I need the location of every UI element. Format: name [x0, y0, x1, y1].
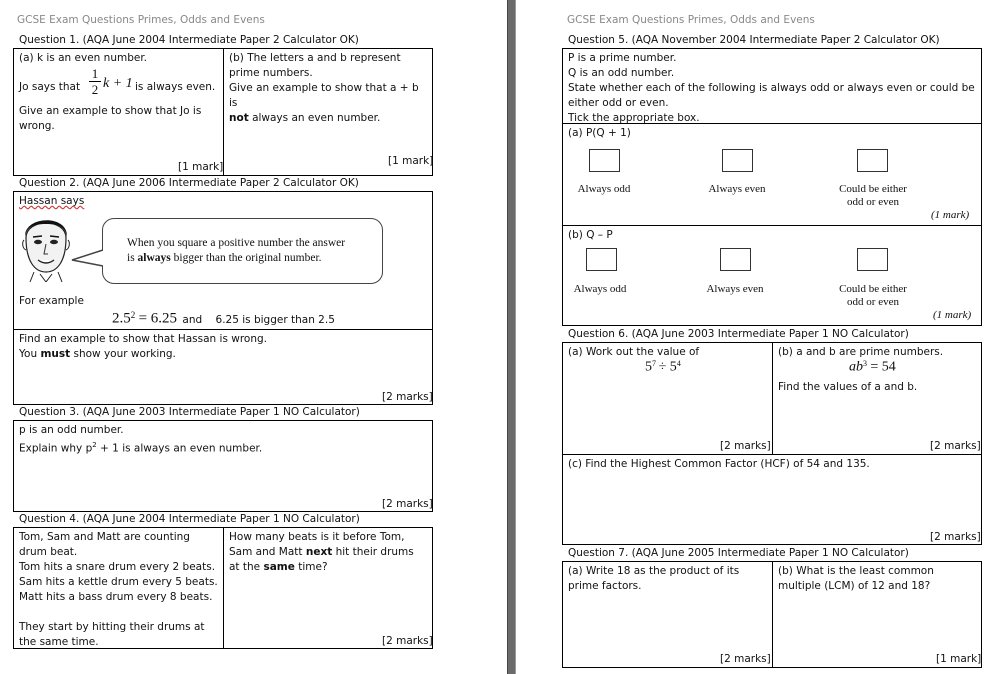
bubble-pre: is — [127, 252, 135, 264]
q4-left-l4: Matt hits a bass drum every 8 beats. — [19, 591, 213, 603]
q2-must: must — [40, 348, 71, 360]
q5b-opt-either — [813, 283, 933, 309]
q2-title: Question 2. (AQA June 2006 Intermediate Paper 2 Calculator OK) — [19, 177, 359, 189]
q6b-label: (b) a and b are prime numbers. — [778, 346, 944, 358]
q1b-not: not — [229, 112, 249, 124]
bubble-line1: When you square a positive number the answer — [127, 237, 346, 249]
q5-intro — [563, 49, 981, 128]
q4-right-cell — [224, 528, 432, 577]
q6a-label: (a) Work out the value of — [568, 346, 700, 358]
right-page-header: GCSE Exam Questions Primes, Odds and Evens — [567, 14, 815, 26]
q2-you: You — [19, 348, 38, 360]
q6b-eq: = 54 — [870, 359, 896, 375]
q6a-mark: [2 marks] — [720, 440, 771, 452]
q3-title: Question 3. (AQA June 2003 Intermediate Paper 1 NO Calculator) — [19, 406, 360, 418]
q4-left-l5: They start by hitting their drums at the same time. — [19, 621, 205, 648]
q5a-opt-either-1: Could be either — [839, 183, 907, 195]
q7a-label: (a) Write 18 as the product of its prime factors. — [568, 565, 740, 592]
q5a-always-even-checkbox[interactable] — [722, 149, 753, 172]
q3-explain-exp: 2 — [92, 441, 97, 449]
q5b-opt-either-2: odd or even — [847, 296, 899, 308]
q5-l1: P is a prime number. — [568, 52, 677, 64]
q5-sep-2 — [562, 225, 982, 226]
q1a-give: Give an example to show that Jo is wrong. — [19, 105, 202, 132]
q6c-label: (c) Find the Highest Common Factor (HCF) of 54 and 135. — [568, 458, 870, 470]
q4-right-same: same — [263, 561, 295, 573]
q5b-always-odd-checkbox[interactable] — [586, 248, 617, 271]
q6a-b1: 5 — [645, 359, 652, 375]
q5-l4: Tick the appropriate box. — [568, 112, 700, 124]
q2-example-tail: 6.25 is bigger than 2.5 — [215, 313, 335, 326]
q1b-line3 — [229, 111, 427, 126]
q1a-line1: (a) k is an even number. — [19, 52, 148, 64]
q2-find-text: Find an example to show that Hassan is wrong. — [19, 333, 268, 345]
q2-find — [19, 332, 419, 347]
q2-for-example: For example — [19, 295, 84, 307]
q6a-div: ÷ 5 — [658, 359, 677, 375]
q4-left-l2: Tom hits a snare drum every 2 beats. — [19, 561, 216, 573]
q1b-cell — [224, 49, 432, 128]
q3-line1: p is an odd number. — [19, 424, 124, 436]
q7a-mark: [2 marks] — [720, 653, 771, 665]
q2-must-line — [19, 347, 419, 362]
q4-right-pre: How many beats is it before Tom, Sam and Matt — [229, 531, 405, 558]
q6a-expression — [645, 359, 681, 376]
q2-says: Hassan says — [19, 195, 85, 207]
q2-example-and: and — [182, 313, 203, 326]
page-gutter — [507, 0, 516, 674]
left-page-header: GCSE Exam Questions Primes, Odds and Evens — [17, 14, 265, 26]
q3-explain — [19, 438, 419, 457]
q1a-fraction — [89, 66, 101, 97]
q1b-mark: [1 mark] — [388, 155, 434, 167]
q1-title: Question 1. (AQA June 2004 Intermediate Paper 2 Calculator OK) — [19, 34, 359, 46]
q5a-opt-either — [813, 183, 933, 209]
q3-cell — [14, 421, 424, 459]
q5b-opt-odd: Always odd — [573, 283, 627, 295]
q2-mark: [2 marks] — [382, 391, 433, 403]
speech-bubble-text — [127, 236, 345, 266]
right-page — [516, 0, 1000, 674]
q4-left-cell — [14, 528, 223, 652]
q1a-jo-says: Jo says that — [19, 81, 81, 93]
q1a-mark: [1 mark] — [178, 161, 224, 173]
q4-right-mid: hit their drums at the — [229, 546, 414, 573]
q7-title: Question 7. (AQA June 2005 Intermediate Paper 1 NO Calculator) — [568, 547, 909, 559]
q1a-cell — [14, 49, 223, 136]
q1b-line1: (b) The letters a and b represent prime numbers. — [229, 52, 401, 79]
q1a-always: is always even. — [135, 81, 216, 93]
q6a-e1: 7 — [652, 359, 656, 368]
q6a-e2: 4 — [676, 359, 681, 368]
q2-example-eq: = 6.25 — [138, 310, 178, 327]
q6b-equation — [849, 359, 896, 376]
q5a-mark: (1 mark) — [931, 209, 970, 221]
q5b-either-checkbox[interactable] — [857, 248, 888, 271]
q5b-always-even-checkbox[interactable] — [720, 248, 751, 271]
q1b-line3-text: always an even number. — [252, 112, 381, 124]
q1a-frac-num: 1 — [91, 66, 99, 81]
q5-l3: State whether each of the following is always odd or always even or could be either odd or even. — [568, 82, 975, 109]
q4-title: Question 4. (AQA June 2004 Intermediate Paper 1 NO Calculator) — [19, 513, 360, 525]
q3-mark: [2 marks] — [382, 498, 433, 510]
q5a-either-checkbox[interactable] — [857, 149, 888, 172]
q1a-frac-den: 2 — [89, 81, 101, 97]
q6c-mark: [2 marks] — [930, 531, 981, 543]
q5a-always-odd-checkbox[interactable] — [589, 149, 620, 172]
q5a-opt-even: Always even — [708, 183, 766, 195]
q5a-opt-odd: Always odd — [577, 183, 631, 195]
bubble-post: bigger than the original number. — [173, 252, 322, 264]
q5-title: Question 5. (AQA November 2004 Intermediate Paper 2 Calculator OK) — [568, 34, 940, 46]
q4-right-next: next — [305, 546, 333, 558]
q5b-opt-even: Always even — [706, 283, 764, 295]
q1a-formula-row — [19, 66, 218, 104]
q2-example-exp: 2 — [130, 310, 136, 320]
speech-bubble-tail-icon — [70, 248, 106, 270]
q5-l2: Q is an odd number. — [568, 67, 675, 79]
q2-example-base: 2.5 — [112, 310, 131, 327]
q3-explain-pre: Explain why p — [19, 442, 93, 455]
q4-left-l3: Sam hits a kettle drum every 5 beats. — [19, 576, 218, 588]
q2-answer-cell — [14, 330, 424, 364]
q3-explain-post: + 1 is always an even number. — [100, 442, 263, 455]
q7b-mark: [1 mark] — [936, 653, 982, 665]
q5a-label: (a) P(Q + 1) — [568, 127, 631, 139]
q5b-opt-either-1: Could be either — [839, 283, 907, 295]
q2-working: show your working. — [73, 348, 176, 360]
q1a-expr: k + 1 — [103, 76, 133, 91]
q6b-exp: 3 — [863, 359, 867, 368]
q4-right-post: time? — [298, 561, 328, 573]
q5a-opt-either-2: odd or even — [847, 196, 899, 208]
bubble-always: always — [137, 252, 171, 264]
q2-example — [112, 310, 335, 328]
q7b-label: (b) What is the least common multiple (LCM) of 12 and 18? — [778, 565, 934, 592]
q1b-line2: Give an example to show that a + b is — [229, 82, 419, 109]
q6b-find: Find the values of a and b. — [778, 381, 918, 393]
bubble-line2 — [127, 251, 345, 266]
q5b-label: (b) Q – P — [568, 229, 613, 241]
hassan-portrait-icon — [20, 210, 72, 282]
q6b-mark: [2 marks] — [930, 440, 981, 452]
q4-mark: [2 marks] — [382, 635, 433, 647]
q6b-ab: ab — [849, 359, 863, 375]
q6-title: Question 6. (AQA June 2003 Intermediate Paper 1 NO Calculator) — [568, 328, 909, 340]
q5b-mark: (1 mark) — [933, 309, 972, 321]
q4-left-l1: Tom, Sam and Matt are counting drum beat. — [19, 531, 190, 558]
